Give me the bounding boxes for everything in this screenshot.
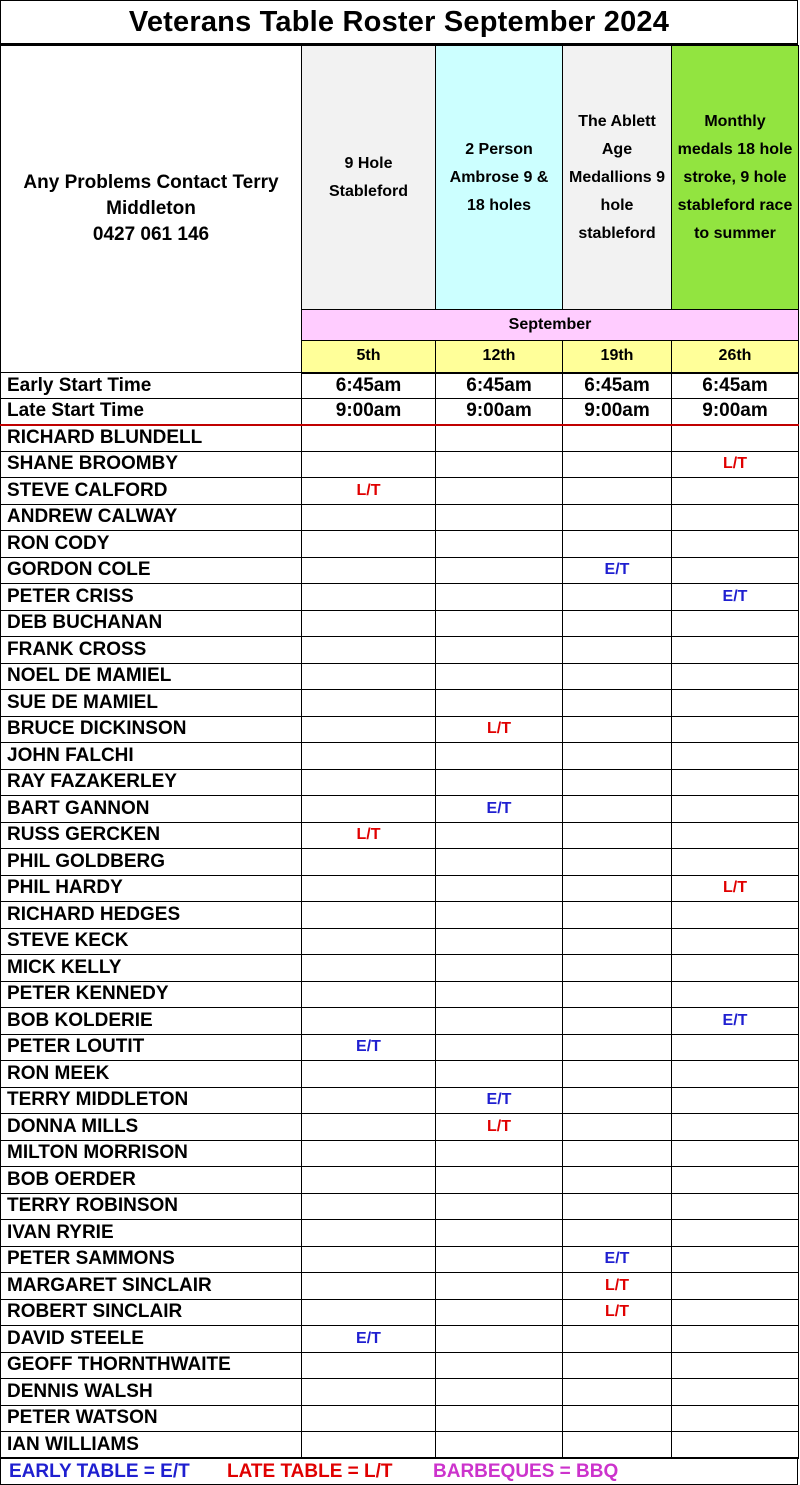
contact-line-2: Middleton <box>106 198 196 219</box>
roster-mark-cell <box>563 822 672 849</box>
roster-row <box>1 928 799 955</box>
roster-mark-cell <box>563 1352 672 1379</box>
roster-mark-cell: L/T <box>302 822 436 849</box>
member-name: RAY FAZAKERLEY <box>1 769 302 796</box>
roster-mark-cell <box>563 1167 672 1194</box>
roster-mark-cell <box>436 875 563 902</box>
roster-mark-cell <box>672 690 799 717</box>
roster-mark-cell <box>436 822 563 849</box>
roster-row <box>1 1379 799 1406</box>
roster-mark-cell <box>436 1220 563 1247</box>
member-name: ANDREW CALWAY <box>1 504 302 531</box>
roster-mark-cell <box>302 610 436 637</box>
roster-mark-cell: E/T <box>302 1034 436 1061</box>
member-name: GORDON COLE <box>1 557 302 584</box>
roster-mark-cell <box>436 1034 563 1061</box>
roster-mark-cell <box>672 928 799 955</box>
page-title: Veterans Table Roster September 2024 <box>0 0 798 45</box>
roster-row <box>1 1405 799 1432</box>
member-name: RON CODY <box>1 531 302 558</box>
roster-row <box>1 743 799 770</box>
roster-mark-cell: E/T <box>563 1246 672 1273</box>
roster-mark-cell <box>436 663 563 690</box>
roster-mark-cell <box>436 557 563 584</box>
roster-mark-cell <box>563 796 672 823</box>
roster-mark-cell <box>302 1193 436 1220</box>
roster-row <box>1 849 799 876</box>
roster-mark-cell <box>436 928 563 955</box>
roster-mark-cell: E/T <box>436 1087 563 1114</box>
roster-row <box>1 822 799 849</box>
roster-mark-cell: E/T <box>672 1008 799 1035</box>
roster-row <box>1 1273 799 1300</box>
early-start-label: Early Start Time <box>1 373 302 399</box>
late-start-time: 9:00am <box>672 399 799 425</box>
roster-mark-cell <box>436 1167 563 1194</box>
roster-mark-cell <box>672 955 799 982</box>
roster-row <box>1 1167 799 1194</box>
member-name: DEB BUCHANAN <box>1 610 302 637</box>
late-start-row <box>1 399 799 425</box>
roster-mark-cell <box>672 531 799 558</box>
roster-mark-cell <box>672 743 799 770</box>
roster-mark-cell <box>436 1246 563 1273</box>
roster-mark-cell: L/T <box>436 1114 563 1141</box>
roster-mark-cell <box>672 1352 799 1379</box>
roster-mark-cell <box>672 796 799 823</box>
roster-mark-cell <box>563 425 672 452</box>
roster-row <box>1 1087 799 1114</box>
member-name: MARGARET SINCLAIR <box>1 1273 302 1300</box>
roster-mark-cell <box>563 1087 672 1114</box>
roster-mark-cell <box>302 1299 436 1326</box>
roster-mark-cell <box>672 1034 799 1061</box>
member-name: STEVE KECK <box>1 928 302 955</box>
member-name: RICHARD BLUNDELL <box>1 425 302 452</box>
member-name: SUE DE MAMIEL <box>1 690 302 717</box>
roster-mark-cell <box>302 663 436 690</box>
roster-mark-cell <box>672 557 799 584</box>
roster-row <box>1 796 799 823</box>
roster-mark-cell <box>436 637 563 664</box>
roster-mark-cell <box>436 478 563 505</box>
roster-mark-cell <box>563 1034 672 1061</box>
roster-mark-cell <box>436 743 563 770</box>
roster-mark-cell <box>302 690 436 717</box>
roster-mark-cell: L/T <box>672 451 799 478</box>
early-start-time: 6:45am <box>302 373 436 399</box>
roster-mark-cell <box>563 1008 672 1035</box>
roster-mark-cell <box>672 902 799 929</box>
member-name: STEVE CALFORD <box>1 478 302 505</box>
late-start-time: 9:00am <box>436 399 563 425</box>
late-start-time: 9:00am <box>563 399 672 425</box>
roster-mark-cell <box>672 822 799 849</box>
roster-row <box>1 1220 799 1247</box>
roster-row <box>1 690 799 717</box>
roster-mark-cell <box>302 796 436 823</box>
roster-mark-cell <box>302 981 436 1008</box>
date-cell-1: 5th <box>302 341 436 373</box>
roster-mark-cell <box>436 531 563 558</box>
roster-mark-cell <box>302 955 436 982</box>
roster-mark-cell <box>436 584 563 611</box>
roster-mark-cell <box>302 1008 436 1035</box>
roster-mark-cell <box>672 1061 799 1088</box>
roster-mark-cell <box>436 1432 563 1459</box>
member-name: RUSS GERCKEN <box>1 822 302 849</box>
roster-row <box>1 1034 799 1061</box>
member-name: DAVID STEELE <box>1 1326 302 1353</box>
roster-row <box>1 584 799 611</box>
legend-barbeques: BARBEQUES = BBQ <box>433 1460 619 1482</box>
roster-row <box>1 955 799 982</box>
roster-mark-cell <box>672 504 799 531</box>
roster-mark-cell <box>563 637 672 664</box>
roster-mark-cell: E/T <box>302 1326 436 1353</box>
roster-row <box>1 1114 799 1141</box>
roster-mark-cell <box>563 451 672 478</box>
roster-mark-cell: E/T <box>563 557 672 584</box>
roster-mark-cell <box>563 663 672 690</box>
member-name: IAN WILLIAMS <box>1 1432 302 1459</box>
roster-mark-cell <box>563 1432 672 1459</box>
member-name: FRANK CROSS <box>1 637 302 664</box>
roster-mark-cell <box>436 1061 563 1088</box>
member-name: DENNIS WALSH <box>1 1379 302 1406</box>
roster-mark-cell <box>436 955 563 982</box>
member-name: IVAN RYRIE <box>1 1220 302 1247</box>
roster-mark-cell <box>436 1140 563 1167</box>
roster-mark-cell <box>302 1405 436 1432</box>
roster-mark-cell <box>436 849 563 876</box>
member-name: PETER SAMMONS <box>1 1246 302 1273</box>
roster-mark-cell <box>563 610 672 637</box>
roster-mark-cell <box>672 769 799 796</box>
member-name: PETER WATSON <box>1 1405 302 1432</box>
roster-row <box>1 1352 799 1379</box>
roster-mark-cell <box>436 690 563 717</box>
early-start-row <box>1 373 799 399</box>
roster-mark-cell <box>302 928 436 955</box>
roster-mark-cell <box>672 1246 799 1273</box>
member-name: NOEL DE MAMIEL <box>1 663 302 690</box>
event-cell-1: 9 Hole Stableford <box>302 46 436 310</box>
member-name: RICHARD HEDGES <box>1 902 302 929</box>
roster-mark-cell <box>563 716 672 743</box>
roster-mark-cell <box>563 1220 672 1247</box>
roster-row <box>1 1326 799 1353</box>
roster-mark-cell <box>302 743 436 770</box>
roster-mark-cell <box>563 1140 672 1167</box>
roster-mark-cell <box>302 1432 436 1459</box>
roster-row <box>1 610 799 637</box>
roster-row <box>1 1432 799 1459</box>
date-cell-2: 12th <box>436 341 563 373</box>
roster-mark-cell <box>672 637 799 664</box>
early-start-time: 6:45am <box>436 373 563 399</box>
roster-mark-cell: L/T <box>563 1299 672 1326</box>
roster-mark-cell <box>436 425 563 452</box>
roster-mark-cell <box>302 1061 436 1088</box>
roster-mark-cell <box>302 1379 436 1406</box>
roster-mark-cell <box>436 1405 563 1432</box>
roster-mark-cell <box>672 1405 799 1432</box>
roster-row <box>1 902 799 929</box>
roster-row <box>1 1299 799 1326</box>
roster-row <box>1 875 799 902</box>
roster-mark-cell <box>672 1379 799 1406</box>
roster-mark-cell <box>672 610 799 637</box>
roster-row <box>1 1140 799 1167</box>
month-label: September <box>302 310 799 341</box>
roster-mark-cell <box>563 690 672 717</box>
roster-mark-cell <box>436 981 563 1008</box>
roster-row <box>1 451 799 478</box>
roster-mark-cell <box>563 928 672 955</box>
roster-mark-cell <box>563 769 672 796</box>
member-name: MICK KELLY <box>1 955 302 982</box>
roster-mark-cell <box>436 1352 563 1379</box>
member-name: MILTON MORRISON <box>1 1140 302 1167</box>
member-name: TERRY ROBINSON <box>1 1193 302 1220</box>
legend-early-table: EARLY TABLE = E/T <box>9 1460 190 1482</box>
member-name: ROBERT SINCLAIR <box>1 1299 302 1326</box>
roster-mark-cell <box>563 531 672 558</box>
roster-mark-cell <box>302 716 436 743</box>
roster-mark-cell: L/T <box>436 716 563 743</box>
roster-mark-cell <box>563 1061 672 1088</box>
roster-mark-cell <box>563 504 672 531</box>
roster-mark-cell <box>302 849 436 876</box>
roster-mark-cell: L/T <box>302 478 436 505</box>
roster-mark-cell <box>563 584 672 611</box>
member-name: PETER KENNEDY <box>1 981 302 1008</box>
early-start-time: 6:45am <box>563 373 672 399</box>
roster-mark-cell <box>302 1114 436 1141</box>
roster-mark-cell <box>302 451 436 478</box>
late-start-label: Late Start Time <box>1 399 302 425</box>
roster-row <box>1 981 799 1008</box>
roster-row <box>1 531 799 558</box>
member-name: SHANE BROOMBY <box>1 451 302 478</box>
roster-mark-cell <box>672 1140 799 1167</box>
roster-mark-cell <box>302 902 436 929</box>
roster-mark-cell <box>563 875 672 902</box>
roster-mark-cell <box>563 1379 672 1406</box>
roster-mark-cell <box>672 1326 799 1353</box>
roster-table <box>0 45 799 1459</box>
member-name: PETER CRISS <box>1 584 302 611</box>
legend-late-table: LATE TABLE = L/T <box>227 1460 393 1482</box>
member-name: PHIL HARDY <box>1 875 302 902</box>
roster-row <box>1 769 799 796</box>
roster-mark-cell <box>563 1193 672 1220</box>
member-name: PHIL GOLDBERG <box>1 849 302 876</box>
roster-mark-cell <box>302 504 436 531</box>
member-name: TERRY MIDDLETON <box>1 1087 302 1114</box>
roster-mark-cell: L/T <box>563 1273 672 1300</box>
event-cell-4: Monthly medals 18 hole stroke, 9 hole stableford race to summer <box>672 46 799 310</box>
member-name: RON MEEK <box>1 1061 302 1088</box>
roster-row <box>1 663 799 690</box>
roster-mark-cell <box>302 1246 436 1273</box>
member-name: BOB KOLDERIE <box>1 1008 302 1035</box>
legend-bar <box>0 1457 798 1485</box>
early-start-time: 6:45am <box>672 373 799 399</box>
roster-mark-cell <box>302 531 436 558</box>
member-name: PETER LOUTIT <box>1 1034 302 1061</box>
roster-mark-cell <box>302 1087 436 1114</box>
roster-row <box>1 1008 799 1035</box>
roster-row <box>1 425 799 452</box>
roster-mark-cell <box>302 1167 436 1194</box>
roster-row <box>1 1193 799 1220</box>
roster-mark-cell <box>563 955 672 982</box>
roster-mark-cell <box>302 769 436 796</box>
event-header-row <box>1 46 799 310</box>
roster-mark-cell <box>436 610 563 637</box>
roster-mark-cell <box>563 981 672 1008</box>
roster-mark-cell <box>563 743 672 770</box>
roster-mark-cell <box>302 1220 436 1247</box>
roster-mark-cell <box>672 1220 799 1247</box>
roster-mark-cell <box>672 663 799 690</box>
roster-mark-cell <box>563 478 672 505</box>
roster-mark-cell <box>672 716 799 743</box>
member-name: BART GANNON <box>1 796 302 823</box>
roster-mark-cell <box>672 849 799 876</box>
roster-mark-cell <box>672 1299 799 1326</box>
roster-row <box>1 716 799 743</box>
contact-phone: 0427 061 146 <box>92 224 210 245</box>
roster-mark-cell <box>302 1352 436 1379</box>
roster-mark-cell <box>563 1114 672 1141</box>
member-name: BOB OERDER <box>1 1167 302 1194</box>
roster-mark-cell <box>302 584 436 611</box>
roster-mark-cell <box>436 902 563 929</box>
roster-mark-cell: E/T <box>672 584 799 611</box>
roster-mark-cell <box>436 1326 563 1353</box>
date-cell-3: 19th <box>563 341 672 373</box>
roster-mark-cell <box>672 981 799 1008</box>
roster-row <box>1 1246 799 1273</box>
roster-mark-cell <box>302 1140 436 1167</box>
contact-cell <box>1 46 302 373</box>
roster-mark-cell <box>436 1008 563 1035</box>
roster-mark-cell <box>672 1432 799 1459</box>
roster-mark-cell <box>302 557 436 584</box>
member-name: GEOFF THORNTHWAITE <box>1 1352 302 1379</box>
date-cell-4: 26th <box>672 341 799 373</box>
roster-row <box>1 1061 799 1088</box>
roster-mark-cell <box>672 478 799 505</box>
member-name: JOHN FALCHI <box>1 743 302 770</box>
roster-mark-cell <box>563 849 672 876</box>
roster-mark-cell: E/T <box>436 796 563 823</box>
late-start-time: 9:00am <box>302 399 436 425</box>
roster-mark-cell <box>672 1273 799 1300</box>
roster-mark-cell <box>672 1114 799 1141</box>
roster-row <box>1 557 799 584</box>
roster-mark-cell <box>302 425 436 452</box>
roster-mark-cell <box>436 1273 563 1300</box>
roster-mark-cell <box>672 425 799 452</box>
roster-mark-cell <box>436 1379 563 1406</box>
event-cell-2: 2 Person Ambrose 9 & 18 holes <box>436 46 563 310</box>
roster-row <box>1 478 799 505</box>
roster-row <box>1 637 799 664</box>
member-name: BRUCE DICKINSON <box>1 716 302 743</box>
contact-line-1: Any Problems Contact Terry <box>23 172 279 193</box>
event-cell-3: The Ablett Age Medallions 9 hole stableford <box>563 46 672 310</box>
roster-mark-cell <box>302 875 436 902</box>
roster-mark-cell <box>436 769 563 796</box>
roster-mark-cell <box>672 1167 799 1194</box>
roster-mark-cell <box>302 637 436 664</box>
roster-mark-cell <box>302 1273 436 1300</box>
member-name: DONNA MILLS <box>1 1114 302 1141</box>
roster-mark-cell <box>563 1326 672 1353</box>
roster-mark-cell <box>563 1405 672 1432</box>
roster-mark-cell <box>672 1087 799 1114</box>
roster-mark-cell <box>436 1299 563 1326</box>
roster-mark-cell <box>436 1193 563 1220</box>
roster-row <box>1 504 799 531</box>
roster-mark-cell <box>436 451 563 478</box>
roster-mark-cell <box>563 902 672 929</box>
roster-mark-cell <box>436 504 563 531</box>
roster-mark-cell <box>672 1193 799 1220</box>
roster-mark-cell: L/T <box>672 875 799 902</box>
